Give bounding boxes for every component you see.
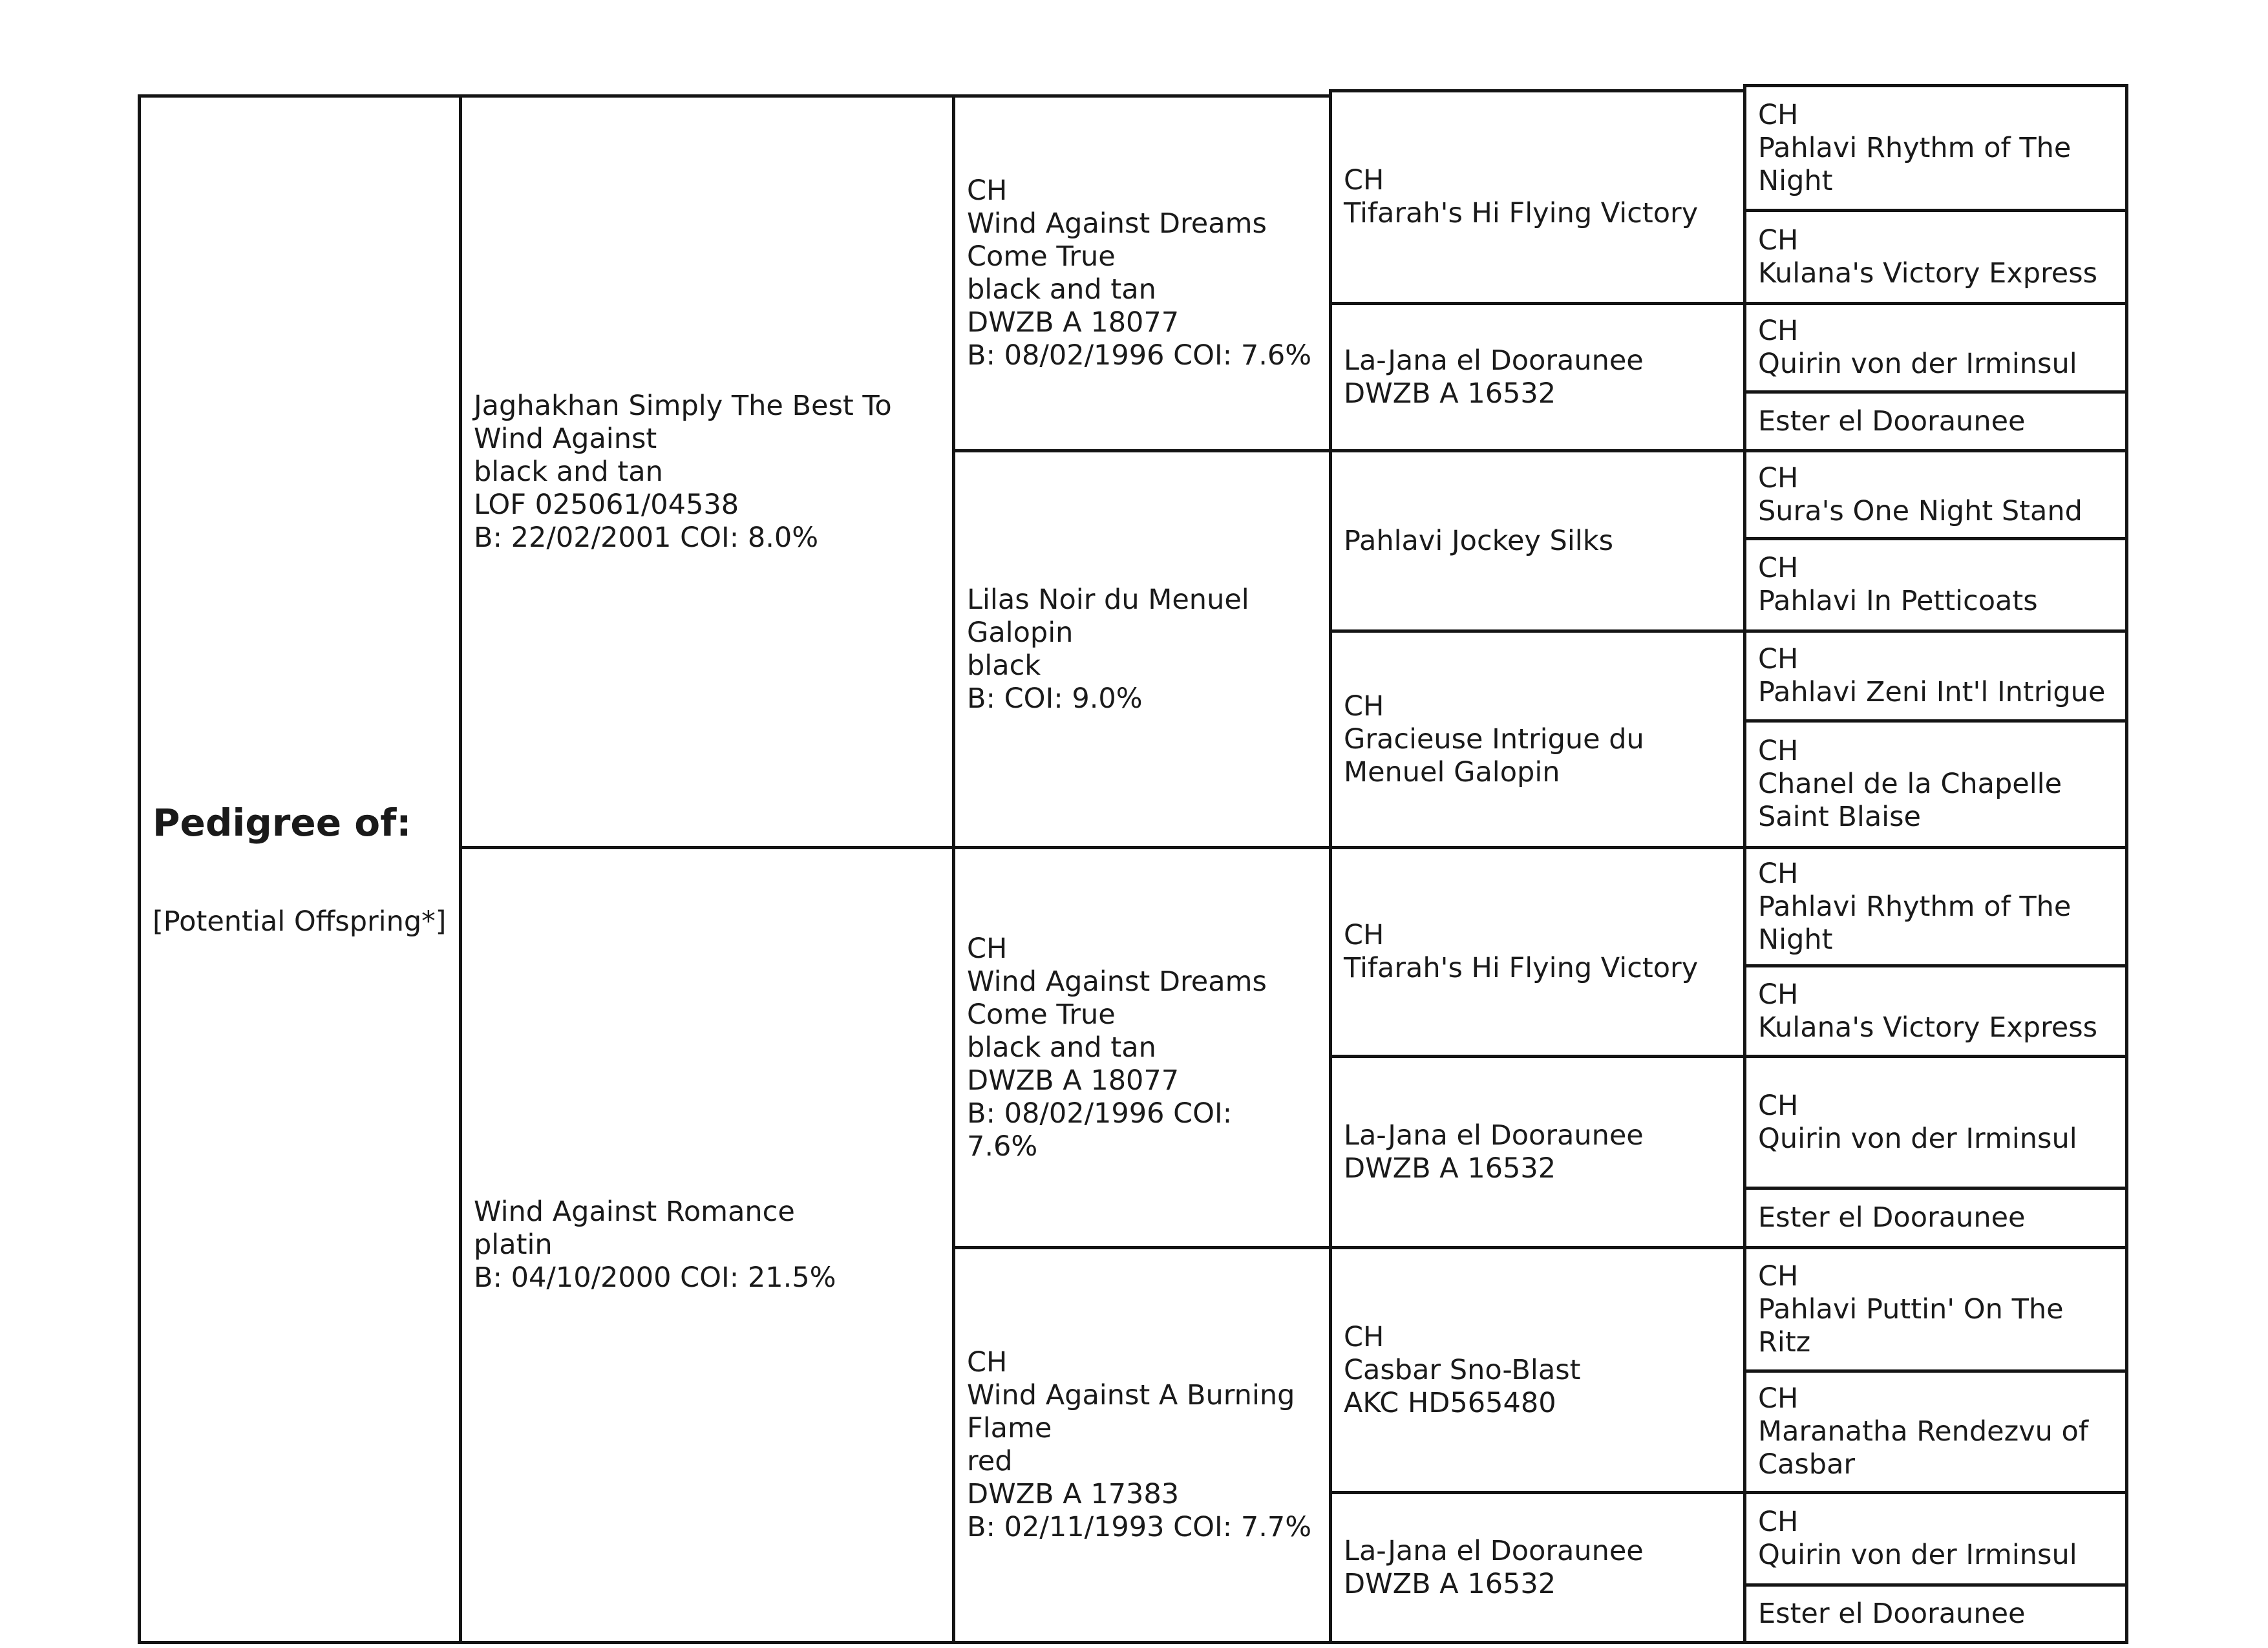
- g4-name: Chanel de la Chapelle Saint Blaise: [1758, 768, 2062, 833]
- g3-title: CH: [1344, 690, 1384, 723]
- g4-cell: [1743, 302, 2128, 394]
- g3-name: Tifarah's Hi Flying Victory: [1344, 952, 1699, 984]
- g4-title: CH: [1758, 1260, 1799, 1293]
- g4-title: CH: [1758, 643, 1799, 675]
- g4-name: Kulana's Victory Express: [1758, 257, 2098, 290]
- g4-title: CH: [1758, 857, 1799, 890]
- dam-dam-birth-coi: B: 02/11/1993 COI: 7.7%: [967, 1511, 1312, 1543]
- g3-registration: AKC HD565480: [1344, 1386, 1556, 1419]
- g3-title: CH: [1344, 1320, 1384, 1353]
- dam-color: platin: [474, 1229, 553, 1261]
- g4-cell: [1743, 1187, 2128, 1249]
- dam-name: Wind Against Romance: [474, 1196, 795, 1228]
- g4-name: Pahlavi Puttin' On The Ritz: [1758, 1293, 2064, 1358]
- dam-sire-color: black and tan: [967, 1031, 1156, 1064]
- g4-cell: [1743, 964, 2128, 1058]
- g4-name: Maranatha Rendezvu of Casbar: [1758, 1415, 2089, 1481]
- g4-cell: [1743, 1491, 2128, 1587]
- g4-title: CH: [1758, 552, 1799, 584]
- g4-cell: [1743, 1055, 2128, 1190]
- g3-cell: [1329, 449, 1746, 633]
- g4-title: CH: [1758, 224, 1799, 257]
- sire-dam-cell: [952, 449, 1332, 849]
- dam-dam-color: red: [967, 1445, 1013, 1477]
- g4-name: Quirin von der Irminsul: [1758, 1539, 2077, 1571]
- g4-cell: [1743, 390, 2128, 452]
- g4-name: Ester el Dooraunee: [1758, 1201, 2026, 1234]
- g3-name: La-Jana el Dooraunee: [1344, 1534, 1644, 1567]
- g4-cell: [1743, 629, 2128, 723]
- sire-sire-name: Wind Against Dreams Come True: [967, 207, 1267, 273]
- dam-sire-coi: 7.6%: [967, 1130, 1038, 1163]
- dam-sire-registration: DWZB A 18077: [967, 1064, 1180, 1097]
- g3-name: Gracieuse Intrigue du Menuel Galopin: [1344, 723, 1644, 788]
- g3-cell: [1329, 1491, 1746, 1644]
- g3-cell: [1329, 1246, 1746, 1494]
- g3-name: La-Jana el Dooraunee: [1344, 344, 1644, 377]
- g4-cell: [1743, 846, 2128, 967]
- title-cell: [138, 94, 462, 1644]
- sire-dam-name: Lilas Noir du Menuel Galopin: [967, 583, 1249, 649]
- dam-dam-registration: DWZB A 17383: [967, 1478, 1180, 1510]
- page-subtitle: [Potential Offspring*]: [153, 905, 447, 938]
- sire-sire-title: CH: [967, 174, 1008, 207]
- g4-cell: [1743, 84, 2128, 212]
- g4-cell: [1743, 1246, 2128, 1373]
- g4-name: Pahlavi In Petticoats: [1758, 585, 2038, 617]
- g3-cell: [1329, 1055, 1746, 1249]
- g4-title: CH: [1758, 978, 1799, 1011]
- g4-cell: [1743, 209, 2128, 305]
- g4-title: CH: [1758, 98, 1799, 131]
- g3-cell: [1329, 89, 1746, 305]
- sire-name: Jaghakhan Simply The Best To Wind Against: [474, 389, 892, 455]
- g4-name: Pahlavi Zeni Int'l Intrigue: [1758, 676, 2106, 708]
- g4-cell: [1743, 1583, 2128, 1644]
- sire-cell: [459, 94, 955, 849]
- g3-registration: DWZB A 16532: [1344, 377, 1556, 410]
- g4-title: CH: [1758, 315, 1799, 347]
- g3-name: Pahlavi Jockey Silks: [1344, 524, 1614, 557]
- g4-name: Pahlavi Rhythm of The Night: [1758, 890, 2072, 956]
- sire-registration: LOF 025061/04538: [474, 488, 739, 521]
- g3-registration: DWZB A 16532: [1344, 1152, 1556, 1185]
- g4-name: Sura's One Night Stand: [1758, 494, 2083, 527]
- g4-name: Ester el Dooraunee: [1758, 405, 2026, 438]
- g4-name: Kulana's Victory Express: [1758, 1011, 2098, 1044]
- g3-title: CH: [1344, 164, 1384, 196]
- sire-birth-coi: B: 22/02/2001 COI: 8.0%: [474, 521, 819, 554]
- g4-name: Quirin von der Irminsul: [1758, 348, 2077, 380]
- sire-sire-registration: DWZB A 18077: [967, 306, 1180, 339]
- dam-sire-name: Wind Against Dreams Come True: [967, 965, 1267, 1031]
- g4-title: CH: [1758, 1506, 1799, 1538]
- g4-cell: [1743, 537, 2128, 633]
- dam-cell: [459, 846, 955, 1644]
- dam-sire-cell: [952, 846, 1332, 1249]
- g3-cell: [1329, 302, 1746, 452]
- g4-title: CH: [1758, 1089, 1799, 1122]
- g3-name: La-Jana el Dooraunee: [1344, 1119, 1644, 1152]
- dam-sire-title: CH: [967, 932, 1008, 965]
- g4-title: CH: [1758, 1382, 1799, 1415]
- g4-name: Quirin von der Irminsul: [1758, 1122, 2077, 1155]
- g4-cell: [1743, 1369, 2128, 1494]
- g4-title: CH: [1758, 735, 1799, 767]
- g4-name: Ester el Dooraunee: [1758, 1597, 2026, 1630]
- dam-sire-birth-coi: B: 08/02/1996 COI:: [967, 1097, 1233, 1130]
- sire-sire-cell: [952, 94, 1332, 452]
- dam-dam-cell: [952, 1246, 1332, 1644]
- g3-name: Tifarah's Hi Flying Victory: [1344, 197, 1699, 229]
- g3-cell: [1329, 629, 1746, 849]
- page-title: Pedigree of:: [153, 801, 412, 845]
- sire-dam-color: black: [967, 649, 1041, 682]
- g3-cell: [1329, 846, 1746, 1058]
- sire-sire-birth-coi: B: 08/02/1996 COI: 7.6%: [967, 339, 1312, 372]
- g3-title: CH: [1344, 919, 1384, 951]
- g4-cell: [1743, 449, 2128, 540]
- sire-sire-color: black and tan: [967, 273, 1156, 306]
- g3-name: Casbar Sno-Blast: [1344, 1353, 1581, 1386]
- sire-dam-birth-coi: B: COI: 9.0%: [967, 682, 1143, 715]
- dam-dam-name: Wind Against A Burning Flame: [967, 1379, 1295, 1444]
- sire-color: black and tan: [474, 455, 663, 488]
- g4-name: Pahlavi Rhythm of The Night: [1758, 131, 2072, 197]
- g4-title: CH: [1758, 461, 1799, 494]
- g3-registration: DWZB A 16532: [1344, 1567, 1556, 1600]
- dam-birth-coi: B: 04/10/2000 COI: 21.5%: [474, 1262, 836, 1294]
- dam-dam-title: CH: [967, 1346, 1008, 1379]
- g4-cell: [1743, 719, 2128, 849]
